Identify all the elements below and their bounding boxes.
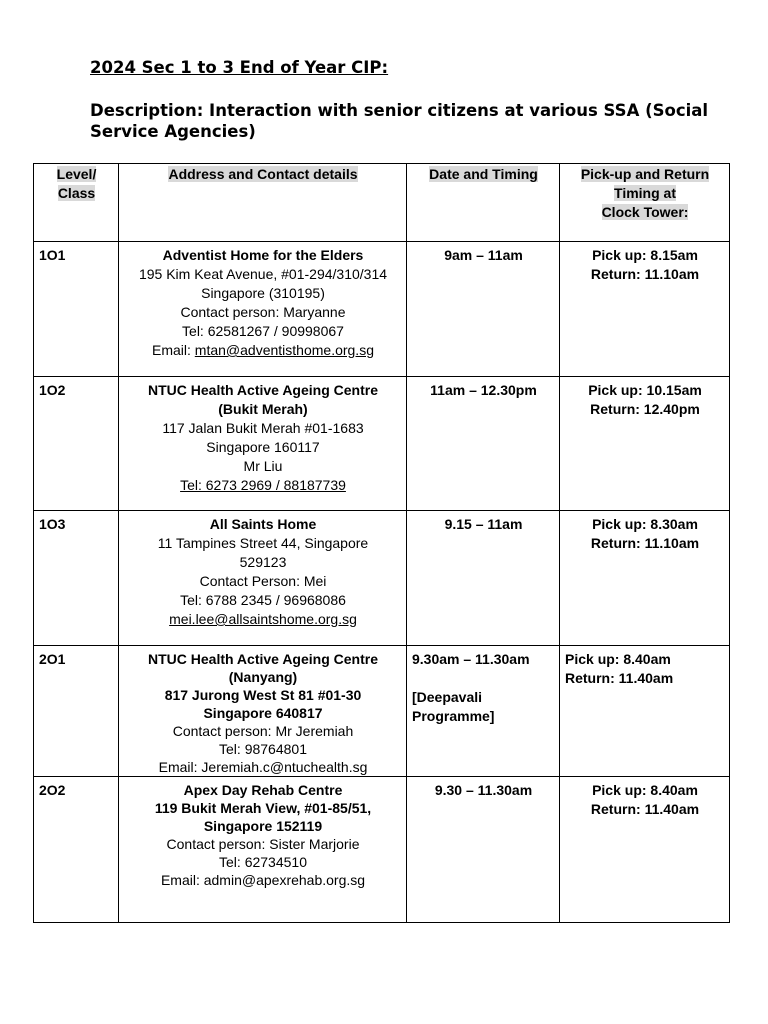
address-line: 195 Kim Keat Avenue, #01-294/310/314 [138,266,388,282]
class-cell: 1O1 [34,242,119,377]
address-cell [119,511,407,646]
org-name: NTUC Health Active Ageing Centre [148,651,378,667]
page-title: 2024 Sec 1 to 3 End of Year CIP: [90,58,389,77]
telephone: Tel: 62734510 [219,854,307,870]
address-line: 529123 [239,554,287,570]
org-name: NTUC Health Active Ageing Centre [148,382,378,398]
header-date: Date and Timing [407,164,560,242]
timing-cell: 9.30 – 11.30am [407,777,560,923]
class-cell: 2O1 [34,646,119,777]
header-level-class: Level/ Class [34,164,119,242]
contact-person: Contact person: Maryanne [180,304,346,320]
org-name: (Bukit Merah) [218,401,308,417]
pickup-cell: Pick up: 8.40am Return: 11.40am [560,777,730,923]
table-row [34,377,730,511]
org-name: All Saints Home [209,516,317,532]
address-line: 11 Tampines Street 44, Singapore [157,535,369,551]
programme-note: [Deepavali [412,689,483,705]
table-row [34,646,730,777]
table-row [34,777,730,923]
address-line: 119 Bukit Merah View, #01-85/51, [154,800,372,816]
email-line: Email: admin@apexrehab.org.sg [160,872,366,888]
class-cell: 1O3 [34,511,119,646]
org-name: (Nanyang) [228,669,298,685]
programme-note: Programme] [412,708,495,724]
telephone: Tel: 98764801 [219,741,307,757]
contact-person: Contact person: Sister Marjorie [166,836,360,852]
address-cell [119,377,407,511]
email-link[interactable]: mtan@adventisthome.org.sg [194,342,374,358]
timing-cell: 9.30am – 11.30am [Deepavali Programme] [407,646,560,777]
contact-person: Contact Person: Mei [199,573,327,589]
address-line: Singapore 160117 [206,439,320,455]
address-line: Singapore 640817 [203,705,323,721]
class-cell: 1O2 [34,377,119,511]
timing-cell: 9am – 11am [407,242,560,377]
email-line: Email: Jeremiah.c@ntuchealth.sg [158,759,368,775]
address-line: Singapore (310195) [201,285,325,301]
header-address: Address and Contact details [119,164,407,242]
org-name: Apex Day Rehab Centre [183,782,343,798]
address-line: 817 Jurong West St 81 #01-30 [164,687,362,703]
email-line: Email: mtan@adventisthome.org.sg [152,342,374,358]
pickup-cell: Pick up: 8.30am Return: 11.10am [560,511,730,646]
telephone: Tel: 62581267 / 90998067 [182,323,344,339]
org-name: Adventist Home for the Elders [162,247,364,263]
header-pickup: Pick-up and Return Timing at Clock Tower: [560,164,730,242]
address-cell [119,242,407,377]
description: Description: Interaction with senior citizens at various SSA (Social Service Agencies) [90,101,709,141]
email-link[interactable]: mei.lee@allsaintshome.org.sg [169,611,357,627]
table-row [34,511,730,646]
contact-person: Mr Liu [243,458,283,474]
cip-schedule-table [33,163,730,923]
telephone: Tel: 6273 2969 / 88187739 [180,477,346,493]
pickup-cell: Pick up: 10.15am Return: 12.40pm [560,377,730,511]
timing-cell: 9.15 – 11am [407,511,560,646]
pickup-cell: Pick up: 8.15am Return: 11.10am [560,242,730,377]
address-line: Singapore 152119 [203,818,323,834]
table-row [34,242,730,377]
telephone: Tel: 6788 2345 / 96968086 [180,592,346,608]
class-cell: 2O2 [34,777,119,923]
timing-cell: 11am – 12.30pm [407,377,560,511]
pickup-cell: Pick up: 8.40am Return: 11.40am [560,646,730,777]
address-cell [119,646,407,777]
address-line: 117 Jalan Bukit Merah #01-1683 [162,420,364,436]
address-cell [119,777,407,923]
contact-person: Contact person: Mr Jeremiah [172,723,354,739]
table-header-row [34,164,730,242]
